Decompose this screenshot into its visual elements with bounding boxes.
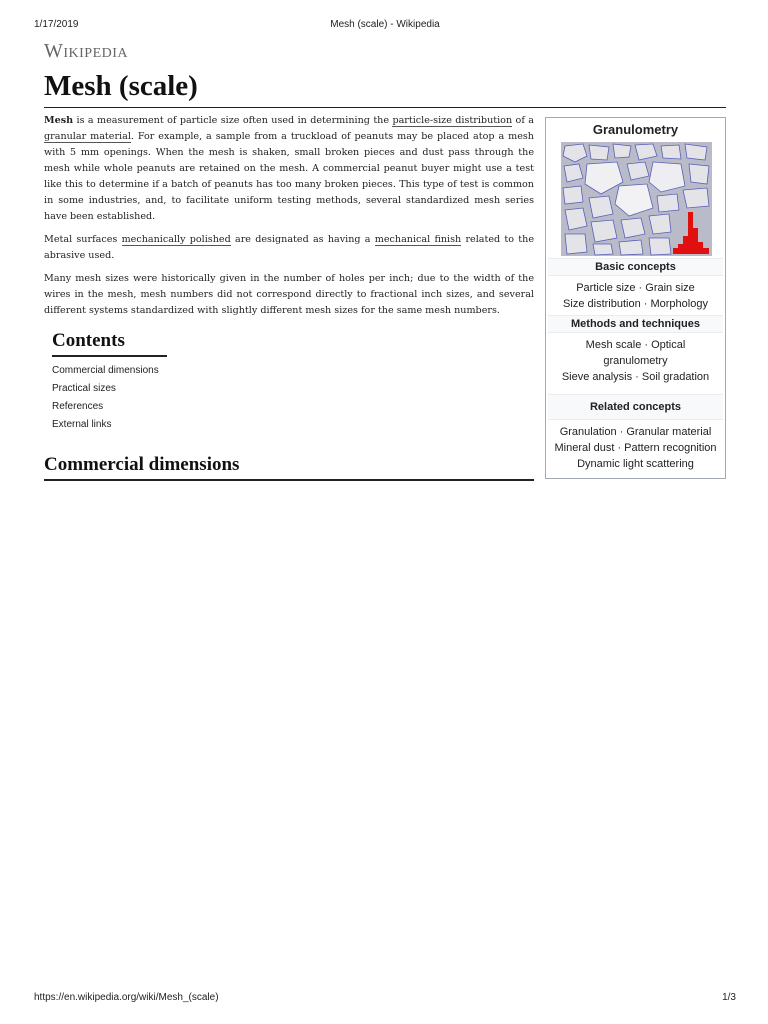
toc-item-commercial-dimensions[interactable]: Commercial dimensions xyxy=(52,365,159,376)
metal-surfaces-paragraph: Metal surfaces mechanically polished are designated as having a mechanical finish related to the abrasive used. xyxy=(44,234,535,261)
granulometry-image[interactable] xyxy=(561,142,712,256)
methods-line-1[interactable]: Mesh scale · Optical xyxy=(585,339,686,351)
related-line-3[interactable]: Dynamic light scattering xyxy=(577,458,694,470)
methods-line-3[interactable]: Sieve analysis · Soil gradation xyxy=(561,371,710,383)
print-page-title: Mesh (scale) - Wikipedia xyxy=(330,19,440,30)
print-footer xyxy=(34,992,736,1004)
title-divider xyxy=(44,107,726,108)
print-url[interactable]: https://en.wikipedia.org/wiki/Mesh_(scale) xyxy=(34,992,219,1003)
section-heading-commercial-dimensions: Commercial dimensions xyxy=(44,454,240,475)
related-line-2[interactable]: Mineral dust · Pattern recognition xyxy=(554,442,717,454)
toc-item-external-links[interactable]: External links xyxy=(52,419,112,430)
infobox-related xyxy=(548,424,723,472)
infobox-related-heading: Related concepts xyxy=(548,394,723,420)
infobox-methods-heading: Methods and techniques xyxy=(548,315,723,333)
link-particle-size-distribution[interactable]: particle-size distribution xyxy=(392,115,513,126)
toc-list xyxy=(52,362,252,434)
print-page-number: 1/3 xyxy=(722,992,736,1003)
page-title: Mesh (scale) xyxy=(44,70,198,102)
mesh-sizes-paragraph: Many mesh sizes were historically given in the number of holes per inch; due to the width of the wires in the mesh, mesh numbers did not correspond directly to fractional inch sizes, and several different systems standardized with slightly different mesh sizes for the same mesh numbers. xyxy=(44,273,534,316)
term-mesh: Mesh xyxy=(44,115,74,126)
print-header xyxy=(34,19,736,31)
print-date: 1/17/2019 xyxy=(34,19,79,30)
infobox-granulometry xyxy=(545,117,726,479)
infobox-methods xyxy=(548,337,723,385)
infobox-basic-concepts-heading: Basic concepts xyxy=(548,258,723,276)
table-of-contents xyxy=(52,330,252,434)
related-line-1[interactable]: Granulation · Granular material xyxy=(559,426,712,438)
link-mechanical-finish[interactable]: mechanical finish xyxy=(374,234,462,245)
basic-concepts-line-2[interactable]: Size distribution · Morphology xyxy=(563,298,708,310)
intro-paragraph: Mesh is a measurement of particle size often used in determining the particle-size distribution of a granular material. For example, a sample from a truckload of peanuts may be placed atop a mesh with 5 mm openings. When the mesh is shaken, small broken pieces and dust pass through the mesh while whole peanuts are retained on the mesh. A commercial peanut buyer might use a test like this to determine if a batch of peanuts has too many broken pieces. This type of test is common in some industries, and, to facilitate uniform testing methods, several standardized mesh series have been established. xyxy=(44,115,534,222)
section-divider xyxy=(44,479,534,481)
toc-title: Contents xyxy=(52,330,167,357)
toc-item-references[interactable]: References xyxy=(52,401,104,412)
basic-concepts-line-1[interactable]: Particle size · Grain size xyxy=(576,282,695,294)
infobox-title[interactable]: Granulometry xyxy=(592,122,679,137)
infobox-basic-concepts xyxy=(548,280,723,312)
wikipedia-logo[interactable]: Wikipedia xyxy=(44,40,129,62)
methods-line-2[interactable]: granulometry xyxy=(603,355,668,367)
toc-item-practical-sizes[interactable]: Practical sizes xyxy=(52,383,116,394)
link-mechanically-polished[interactable]: mechanically polished xyxy=(121,234,231,245)
link-granular-material[interactable]: granular material xyxy=(44,131,131,142)
article-body xyxy=(44,113,534,326)
